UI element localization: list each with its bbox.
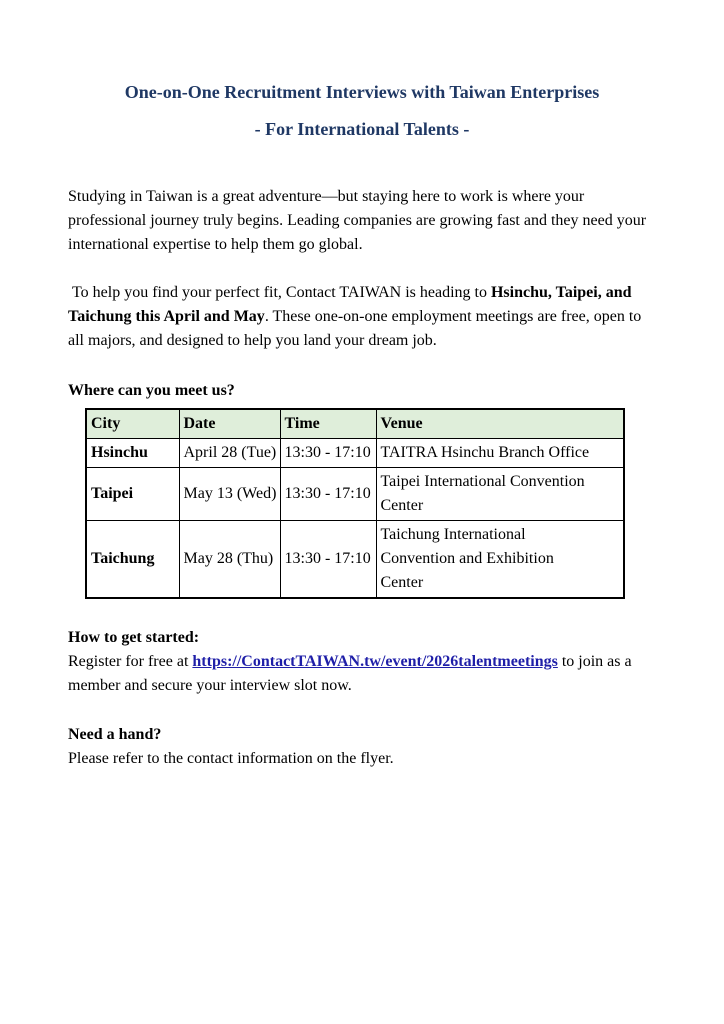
schedule-table: [85, 408, 625, 599]
register-tail: to join as a member and secure your interview slot now.: [68, 653, 632, 694]
date-cell: April 28 (Tue): [179, 439, 280, 468]
time-cell: 13:30 - 17:10: [280, 521, 376, 599]
table-row-taipei: [86, 468, 624, 521]
document-subtitle: - For International Talents -: [254, 119, 470, 139]
venue-cell: Taipei International Convention Center: [376, 468, 624, 521]
city-cell: Taipei: [86, 468, 179, 521]
city-cell: Hsinchu: [86, 439, 179, 468]
intro-paragraph: Studying in Taiwan is a great adventure—but staying here to work is where your professional journey truly begins. Leading companies are growing fast and they need your international expertise to help them go global.: [68, 188, 647, 253]
meet-us-heading: Where can you meet us?: [68, 382, 235, 399]
date-cell: May 28 (Thu): [179, 521, 280, 599]
city-cell: Taichung: [86, 521, 179, 599]
tour-paragraph-tail: . These one-on-one employment meetings are free, open to all majors, and designed to help you land your dream job.: [68, 308, 642, 349]
column-header-city: City: [86, 409, 179, 439]
table-row-taichung: [86, 521, 624, 599]
table-row-hsinchu: [86, 439, 624, 468]
get-started-heading: How to get started:: [68, 629, 200, 646]
date-cell: May 13 (Wed): [179, 468, 280, 521]
register-paragraph: [68, 650, 656, 698]
register-lead: Register for free at: [68, 653, 193, 670]
tour-cities-emphasis: Hsinchu, Taipei, and Taichung this April and May: [68, 284, 632, 325]
tour-paragraph-lead: To help you find your perfect fit, Contact TAIWAN is heading to: [72, 284, 491, 301]
time-cell: 13:30 - 17:10: [280, 439, 376, 468]
registration-link[interactable]: https://ContactTAIWAN.tw/event/2026talentmeetings: [192, 653, 558, 670]
time-cell: 13:30 - 17:10: [280, 468, 376, 521]
column-header-time: Time: [280, 409, 376, 439]
column-header-venue: Venue: [376, 409, 624, 439]
venue-text: Taichung International Convention and Exhibition Center: [380, 526, 554, 591]
venue-cell: TAITRA Hsinchu Branch Office: [376, 439, 624, 468]
schedule-header-row: [86, 409, 624, 439]
need-hand-body: Please refer to the contact information on the flyer.: [68, 750, 394, 767]
column-header-date: Date: [179, 409, 280, 439]
need-hand-heading: Need a hand?: [68, 726, 162, 743]
document-title: One-on-One Recruitment Interviews with Taiwan Enterprises: [124, 82, 600, 102]
venue-cell: [376, 521, 624, 599]
tour-paragraph: [68, 281, 656, 353]
